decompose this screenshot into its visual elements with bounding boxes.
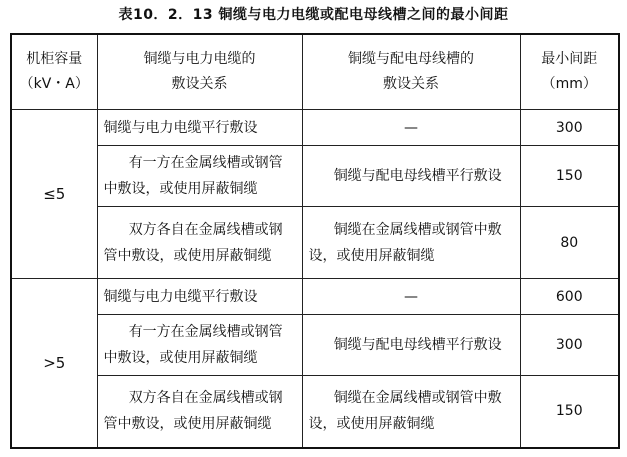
busway-relation-cell: 铜缆与配电母线槽平行敷设 <box>302 315 520 376</box>
distance-cell: 150 <box>520 145 619 206</box>
distance-cell: 80 <box>520 206 619 279</box>
header-distance-line2: （mm） <box>541 76 597 93</box>
header-min-distance <box>520 34 619 110</box>
capacity-cell: >5 <box>11 279 97 448</box>
busway-relation-cell: 铜缆与配电母线槽平行敷设 <box>302 145 520 206</box>
power-relation-cell: 有一方在金属线槽或钢管中敷设，或使用屏蔽铜缆 <box>97 145 302 206</box>
table-row <box>11 279 619 315</box>
busway-relation-cell: — <box>302 279 520 315</box>
busway-relation-cell: — <box>302 110 520 146</box>
distance-cell: 300 <box>520 315 619 376</box>
power-relation-cell: 有一方在金属线槽或钢管中敷设，或使用屏蔽铜缆 <box>97 315 302 376</box>
distance-cell: 150 <box>520 375 619 448</box>
header-busway-line1: 铜缆与配电母线槽的 <box>348 51 474 68</box>
capacity-cell: ≤5 <box>11 110 97 279</box>
power-relation-cell: 双方各自在金属线槽或钢管中敷设，或使用屏蔽铜缆 <box>97 206 302 279</box>
busway-relation-cell: 铜缆在金属线槽或钢管中敷设，或使用屏蔽铜缆 <box>302 375 520 448</box>
table-row <box>11 315 619 376</box>
power-relation-cell: 双方各自在金属线槽或钢管中敷设，或使用屏蔽铜缆 <box>97 375 302 448</box>
table-row <box>11 206 619 279</box>
header-capacity <box>11 34 97 110</box>
header-capacity-line2: （kV・A） <box>19 76 89 93</box>
distance-cell: 300 <box>520 110 619 146</box>
header-busway-line2: 敷设关系 <box>383 76 439 93</box>
header-distance-line1: 最小间距 <box>541 51 598 68</box>
busway-relation-cell: 铜缆在金属线槽或钢管中敷设，或使用屏蔽铜缆 <box>302 206 520 279</box>
distance-cell: 600 <box>520 279 619 315</box>
header-power-relation <box>97 34 302 110</box>
header-capacity-line1: 机柜容量 <box>26 51 83 68</box>
table-row <box>11 145 619 206</box>
table-caption: 表10．2．13 铜缆与电力电缆或配电母线槽之间的最小间距 <box>118 7 509 23</box>
table-row <box>11 110 619 146</box>
table-header-row <box>11 34 619 110</box>
power-relation-cell: 铜缆与电力电缆平行敷设 <box>97 279 302 315</box>
header-busway-relation <box>302 34 520 110</box>
spacing-table <box>10 33 620 449</box>
header-power-line1: 铜缆与电力电缆的 <box>143 51 256 68</box>
table-row <box>11 375 619 448</box>
header-power-line2: 敷设关系 <box>171 76 228 93</box>
power-relation-cell: 铜缆与电力电缆平行敷设 <box>97 110 302 146</box>
